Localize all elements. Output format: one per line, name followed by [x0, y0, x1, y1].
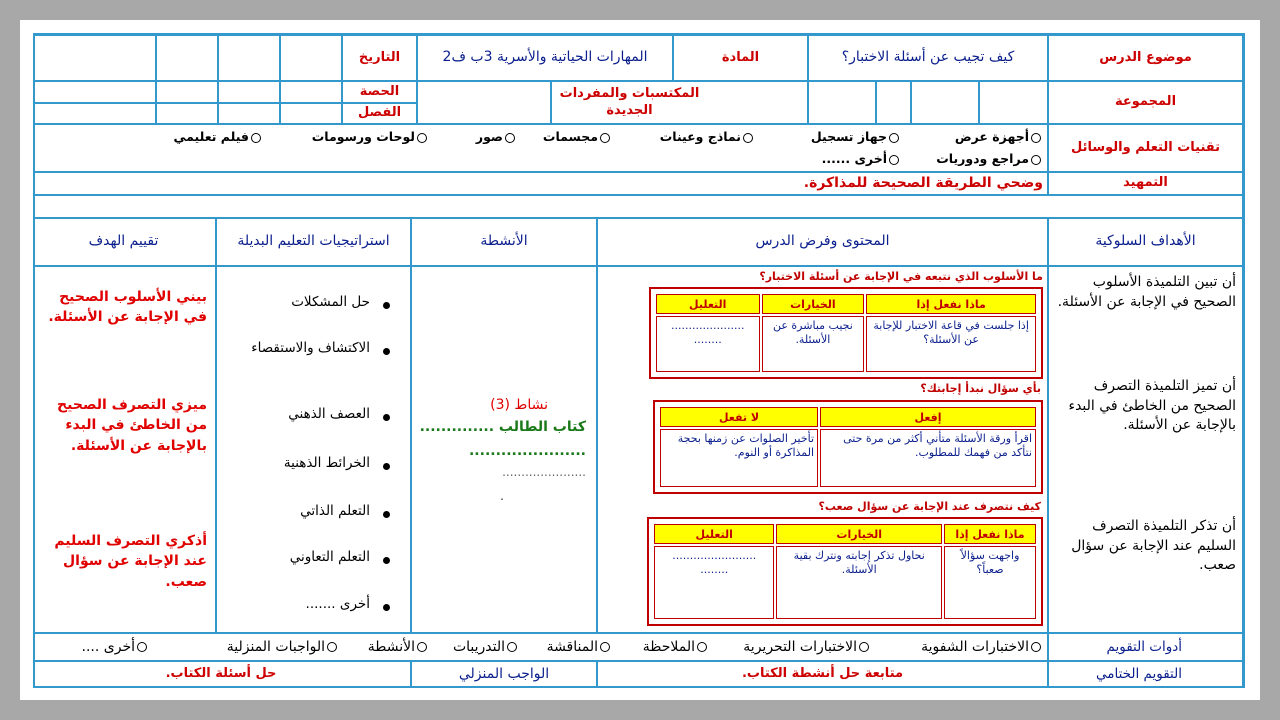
strategy-4: الخرائط الذهنية: [283, 455, 370, 471]
radio-circle-icon: [137, 642, 147, 652]
class-box-1[interactable]: [280, 103, 342, 124]
period-box-4[interactable]: [33, 81, 156, 103]
radio-circle-icon: [889, 133, 899, 143]
activity-title: نشاط (3): [490, 397, 548, 413]
tech-label: تقنيات التعلم والوسائل: [1048, 124, 1243, 172]
strategy-7: أخرى .......: [305, 596, 370, 612]
radio-circle-icon: [417, 133, 427, 143]
period-box-1[interactable]: [280, 81, 342, 103]
tech-option-models[interactable]: نماذج وعينات: [660, 129, 753, 144]
assessment-label: أدوات التقويم: [1048, 633, 1243, 661]
objective-2: أن تميز التلميذة التصرف الصحيح من الخاطئ في البدء بالإجابة عن الأسئلة.: [1068, 378, 1236, 434]
table-header: إفعل: [820, 407, 1036, 427]
question-1-title: ما الأسلوب الذي نتبعه في الإجابة عن أسئلة الاختبار؟: [759, 270, 1043, 283]
radio-circle-icon: [417, 642, 427, 652]
table-header: الخيارات: [762, 294, 865, 314]
bullet-icon: [383, 604, 390, 611]
table-header: الخيارات: [776, 524, 942, 544]
period-box-3[interactable]: [156, 81, 218, 103]
activity-dots-2[interactable]: ......................: [468, 443, 586, 459]
bullet-icon: [383, 463, 390, 470]
table-cell: نجيب مباشرة عن الأسئلة.: [762, 316, 865, 372]
intro-label: التمهيد: [1048, 172, 1243, 195]
homework-value: حل أسئلة الكتاب.: [33, 661, 411, 688]
assessment-option-oral[interactable]: الاختبارات الشفوية: [921, 639, 1041, 655]
class-box-2[interactable]: [218, 103, 280, 124]
assessment-option-homework[interactable]: الواجبات المنزلية: [227, 639, 337, 655]
tech-option-boards[interactable]: لوحات ورسومات: [312, 129, 427, 144]
table-cell: تأخير الصلوات عن زمنها بحجة المذاكرة أو النوم.: [660, 429, 818, 487]
activity-dots-3[interactable]: ......................: [502, 465, 586, 479]
subject-value: المهارات الحياتية والأسرية 3ب ف2: [417, 35, 673, 81]
table-cell: إذا جلست في قاعة الاختبار للإجابة عن الأسئلة؟: [866, 316, 1036, 372]
period-box-2[interactable]: [218, 81, 280, 103]
new-terms-label: المكتسبات والمفردات الجديدة: [551, 81, 808, 124]
objectives-column: [1048, 266, 1243, 633]
objectives-header: الأهداف السلوكية: [1048, 218, 1243, 266]
bullet-icon: [383, 302, 390, 309]
evaluation-column: [33, 266, 216, 633]
tech-option-references[interactable]: مراجع ودوريات: [936, 151, 1041, 166]
tech-option-pictures[interactable]: صور: [476, 129, 515, 144]
class-box-4[interactable]: [33, 103, 156, 124]
tech-options-area: [33, 124, 1048, 172]
group-label: المجموعة: [1048, 81, 1243, 124]
activities-column: [411, 266, 597, 633]
question-2-title: بأي سؤال نبدأ إجابتك؟: [920, 382, 1041, 395]
date-box-1[interactable]: [280, 35, 342, 81]
radio-circle-icon: [505, 133, 515, 143]
activity-dot-4: .: [500, 489, 504, 503]
assessment-option-exercises[interactable]: التدريبات: [453, 639, 517, 655]
objective-3: أن تذكر التلميذة التصرف السليم عند الإجابة عن سؤال صعب.: [1071, 518, 1236, 574]
content-header: المحتوى وفرض الدرس: [597, 218, 1048, 266]
radio-circle-icon: [1031, 642, 1041, 652]
strategy-6: التعلم التعاوني: [289, 549, 370, 565]
strategies-header: استراتيجيات التعليم البديلة: [216, 218, 411, 266]
activities-header: الأنشطة: [411, 218, 597, 266]
final-label: التقويم الختامي: [1048, 661, 1243, 688]
class-label: الفصل: [342, 103, 417, 124]
homework-label: الواجب المنزلي: [411, 661, 597, 688]
assessment-option-activities[interactable]: الأنشطة: [368, 639, 427, 655]
tech-option-other[interactable]: أخرى ......: [822, 151, 899, 166]
class-box-3[interactable]: [156, 103, 218, 124]
activity-book-label: كتاب الطالب: [498, 419, 586, 435]
tech-option-solids[interactable]: مجسمات: [543, 129, 610, 144]
evaluation-header: تقييم الهدف: [33, 218, 216, 266]
period-label: الحصة: [342, 81, 417, 103]
strategy-5: التعلم الذاتي: [300, 503, 370, 519]
radio-circle-icon: [697, 642, 707, 652]
table-header: التعليل: [654, 524, 774, 544]
radio-circle-icon: [859, 642, 869, 652]
radio-circle-icon: [600, 642, 610, 652]
evaluation-1: بيني الأسلوب الصحيح في الإجابة عن الأسئلة.: [48, 289, 207, 326]
table-header: التعليل: [656, 294, 760, 314]
blank-row: [33, 195, 1243, 218]
radio-circle-icon: [507, 642, 517, 652]
assessment-option-observation[interactable]: الملاحظة: [643, 639, 707, 655]
group-box-1[interactable]: [979, 81, 1048, 124]
date-label: التاريخ: [342, 35, 417, 81]
strategy-2: الاكتشاف والاستقصاء: [251, 340, 370, 356]
radio-circle-icon: [1031, 155, 1041, 165]
radio-circle-icon: [600, 133, 610, 143]
radio-circle-icon: [743, 133, 753, 143]
content-column: [597, 266, 1048, 633]
table-cell: نحاول تذكر إجابته ونترك بقية الأسئلة.: [776, 546, 942, 619]
date-box-2[interactable]: [218, 35, 280, 81]
radio-circle-icon: [327, 642, 337, 652]
radio-circle-icon: [251, 133, 261, 143]
group-box-2[interactable]: [911, 81, 979, 124]
assessment-option-written[interactable]: الاختبارات التحريرية: [743, 639, 869, 655]
objective-1: أن تبين التلميذة الأسلوب الصحيح في الإجابة عن الأسئلة.: [1057, 274, 1236, 310]
table-cell: اقرأ ورقة الأسئلة متأني أكثر من مرة حتى نتأكد من فهمك للمطلوب.: [820, 429, 1036, 487]
date-box-3[interactable]: [156, 35, 218, 81]
date-box-4[interactable]: [33, 35, 156, 81]
bullet-icon: [383, 348, 390, 355]
options-table-1: [649, 287, 1043, 379]
group-box-3[interactable]: [876, 81, 911, 124]
assessment-option-other[interactable]: أخرى ....: [82, 639, 147, 655]
topic-value: كيف تجيب عن أسئلة الاختبار؟: [808, 35, 1048, 81]
radio-circle-icon: [1031, 133, 1041, 143]
table-header: ماذا نفعل إذا: [866, 294, 1036, 314]
table-cell: واجهت سؤالاً صعباً؟: [944, 546, 1036, 619]
tech-option-recorder[interactable]: جهاز تسجيل: [811, 129, 899, 144]
options-table-3: [647, 517, 1043, 626]
options-table-2: [653, 400, 1043, 494]
new-terms-value[interactable]: [417, 81, 551, 124]
assessment-option-discussion[interactable]: المناقشة: [547, 639, 610, 655]
group-box-4[interactable]: [808, 81, 876, 124]
evaluation-2: ميزي التصرف الصحيح من الخاطئ في البدء بالإجابة عن الأسئلة.: [57, 397, 207, 454]
activity-book: [420, 419, 586, 435]
question-3-title: كيف نتصرف عند الإجابة عن سؤال صعب؟: [818, 500, 1041, 513]
intro-value: وضحي الطريقة الصحيحة للمذاكرة.: [33, 172, 1048, 195]
strategies-column: [216, 266, 411, 633]
table-header: ماذا نفعل إذا: [944, 524, 1036, 544]
table-cell[interactable]: ..................... ........: [656, 316, 760, 372]
topic-label: موضوع الدرس: [1048, 35, 1243, 81]
bullet-icon: [383, 511, 390, 518]
radio-circle-icon: [889, 155, 899, 165]
tech-option-projectors[interactable]: أجهزة عرض: [955, 129, 1041, 144]
assessment-options-area: [33, 633, 1048, 661]
bullet-icon: [383, 414, 390, 421]
activity-dots-1[interactable]: ..............: [419, 419, 495, 435]
strategy-1: حل المشكلات: [291, 294, 370, 310]
tech-option-film[interactable]: فيلم تعليمي: [173, 129, 261, 144]
table-header: لا تفعل: [660, 407, 818, 427]
strategy-3: العصف الذهني: [288, 406, 370, 422]
subject-label: المادة: [673, 35, 808, 81]
table-cell[interactable]: ........................ ........: [654, 546, 774, 619]
final-value: متابعة حل أنشطة الكتاب.: [597, 661, 1048, 688]
bullet-icon: [383, 557, 390, 564]
lesson-plan-form: [33, 33, 1245, 688]
evaluation-3: أذكري التصرف السليم عند الإجابة عن سؤال صعب.: [54, 533, 207, 590]
